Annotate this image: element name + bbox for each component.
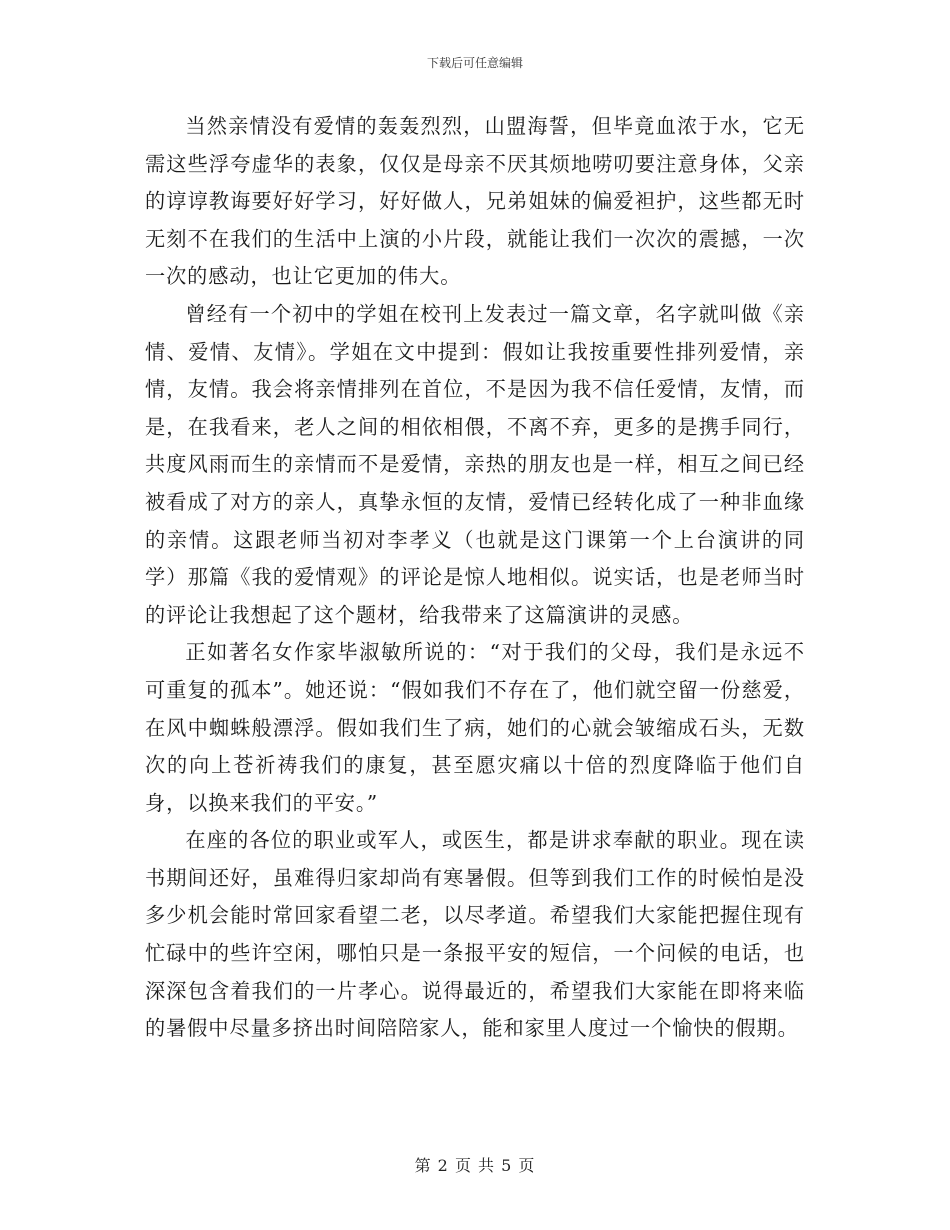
paragraph-4: 在座的各位的职业或军人，或医生，都是讲求奉献的职业。现在读书期间还好，虽难得归家却尚有寒暑假。但等到我们工作的时候怕是没多少机会能时常回家看望二老，以尽孝道。希望我们大家能把握住现有忙碌中的些许空闲，哪怕只是一条报平安的短信，一个问候的电话，也深深包含着我们的一片孝心。说得最近的，希望我们大家能在即将来临的暑假中尽量多挤出时间陪陪家人，能和家里人度过一个愉快的假期。 — [145, 828, 805, 1041]
page-number-footer: 第 2 页 共 5 页 — [414, 1156, 536, 1175]
paragraph-3: 正如著名女作家毕淑敏所说的：“对于我们的父母，我们是永远不可重复的孤本”。她还说：“假如我们不存在了，他们就空留一份慈爱，在风中蜘蛛般漂浮。假如我们生了病，她们的心就会皱缩成石头，无数次的向上苍祈祷我们的康复，甚至愿灾痛以十倍的烈度降临于他们自身，以换来我们的平安。” — [145, 640, 805, 815]
paragraph-2: 曾经有一个初中的学姐在校刊上发表过一篇文章，名字就叫做《亲情、爱情、友情》。学姐在文中提到：假如让我按重要性排列爱情，亲情，友情。我会将亲情排列在首位，不是因为我不信任爱情，友情，而是，在我看来，老人之间的相依相偎，不离不弃，更多的是携手同行，共度风雨而生的亲情而不是爱情，亲热的朋友也是一样，相互之间已经被看成了对方的亲人，真挚永恒的友情，爱情已经转化成了一种非血缘的亲情。这跟老师当初对李孝义（也就是这门课第一个上台演讲的同学）那篇《我的爱情观》的评论是惊人地相似。说实话，也是老师当时的评论让我想起了这个题材，给我带来了这篇演讲的灵感。 — [145, 301, 805, 627]
document-body — [145, 108, 805, 1048]
page-header-note: 下载后可任意编辑 — [426, 56, 523, 70]
paragraph-1: 当然亲情没有爱情的轰轰烈烈，山盟海誓，但毕竟血浓于水，它无需这些浮夸虚华的表象，仅仅是母亲不厌其烦地唠叨要注意身体，父亲的谆谆教诲要好好学习，好好做人，兄弟姐妹的偏爱袒护，这些都无时无刻不在我们的生活中上演的小片段，就能让我们一次次的震撼，一次一次的感动，也让它更加的伟大。 — [145, 114, 805, 289]
